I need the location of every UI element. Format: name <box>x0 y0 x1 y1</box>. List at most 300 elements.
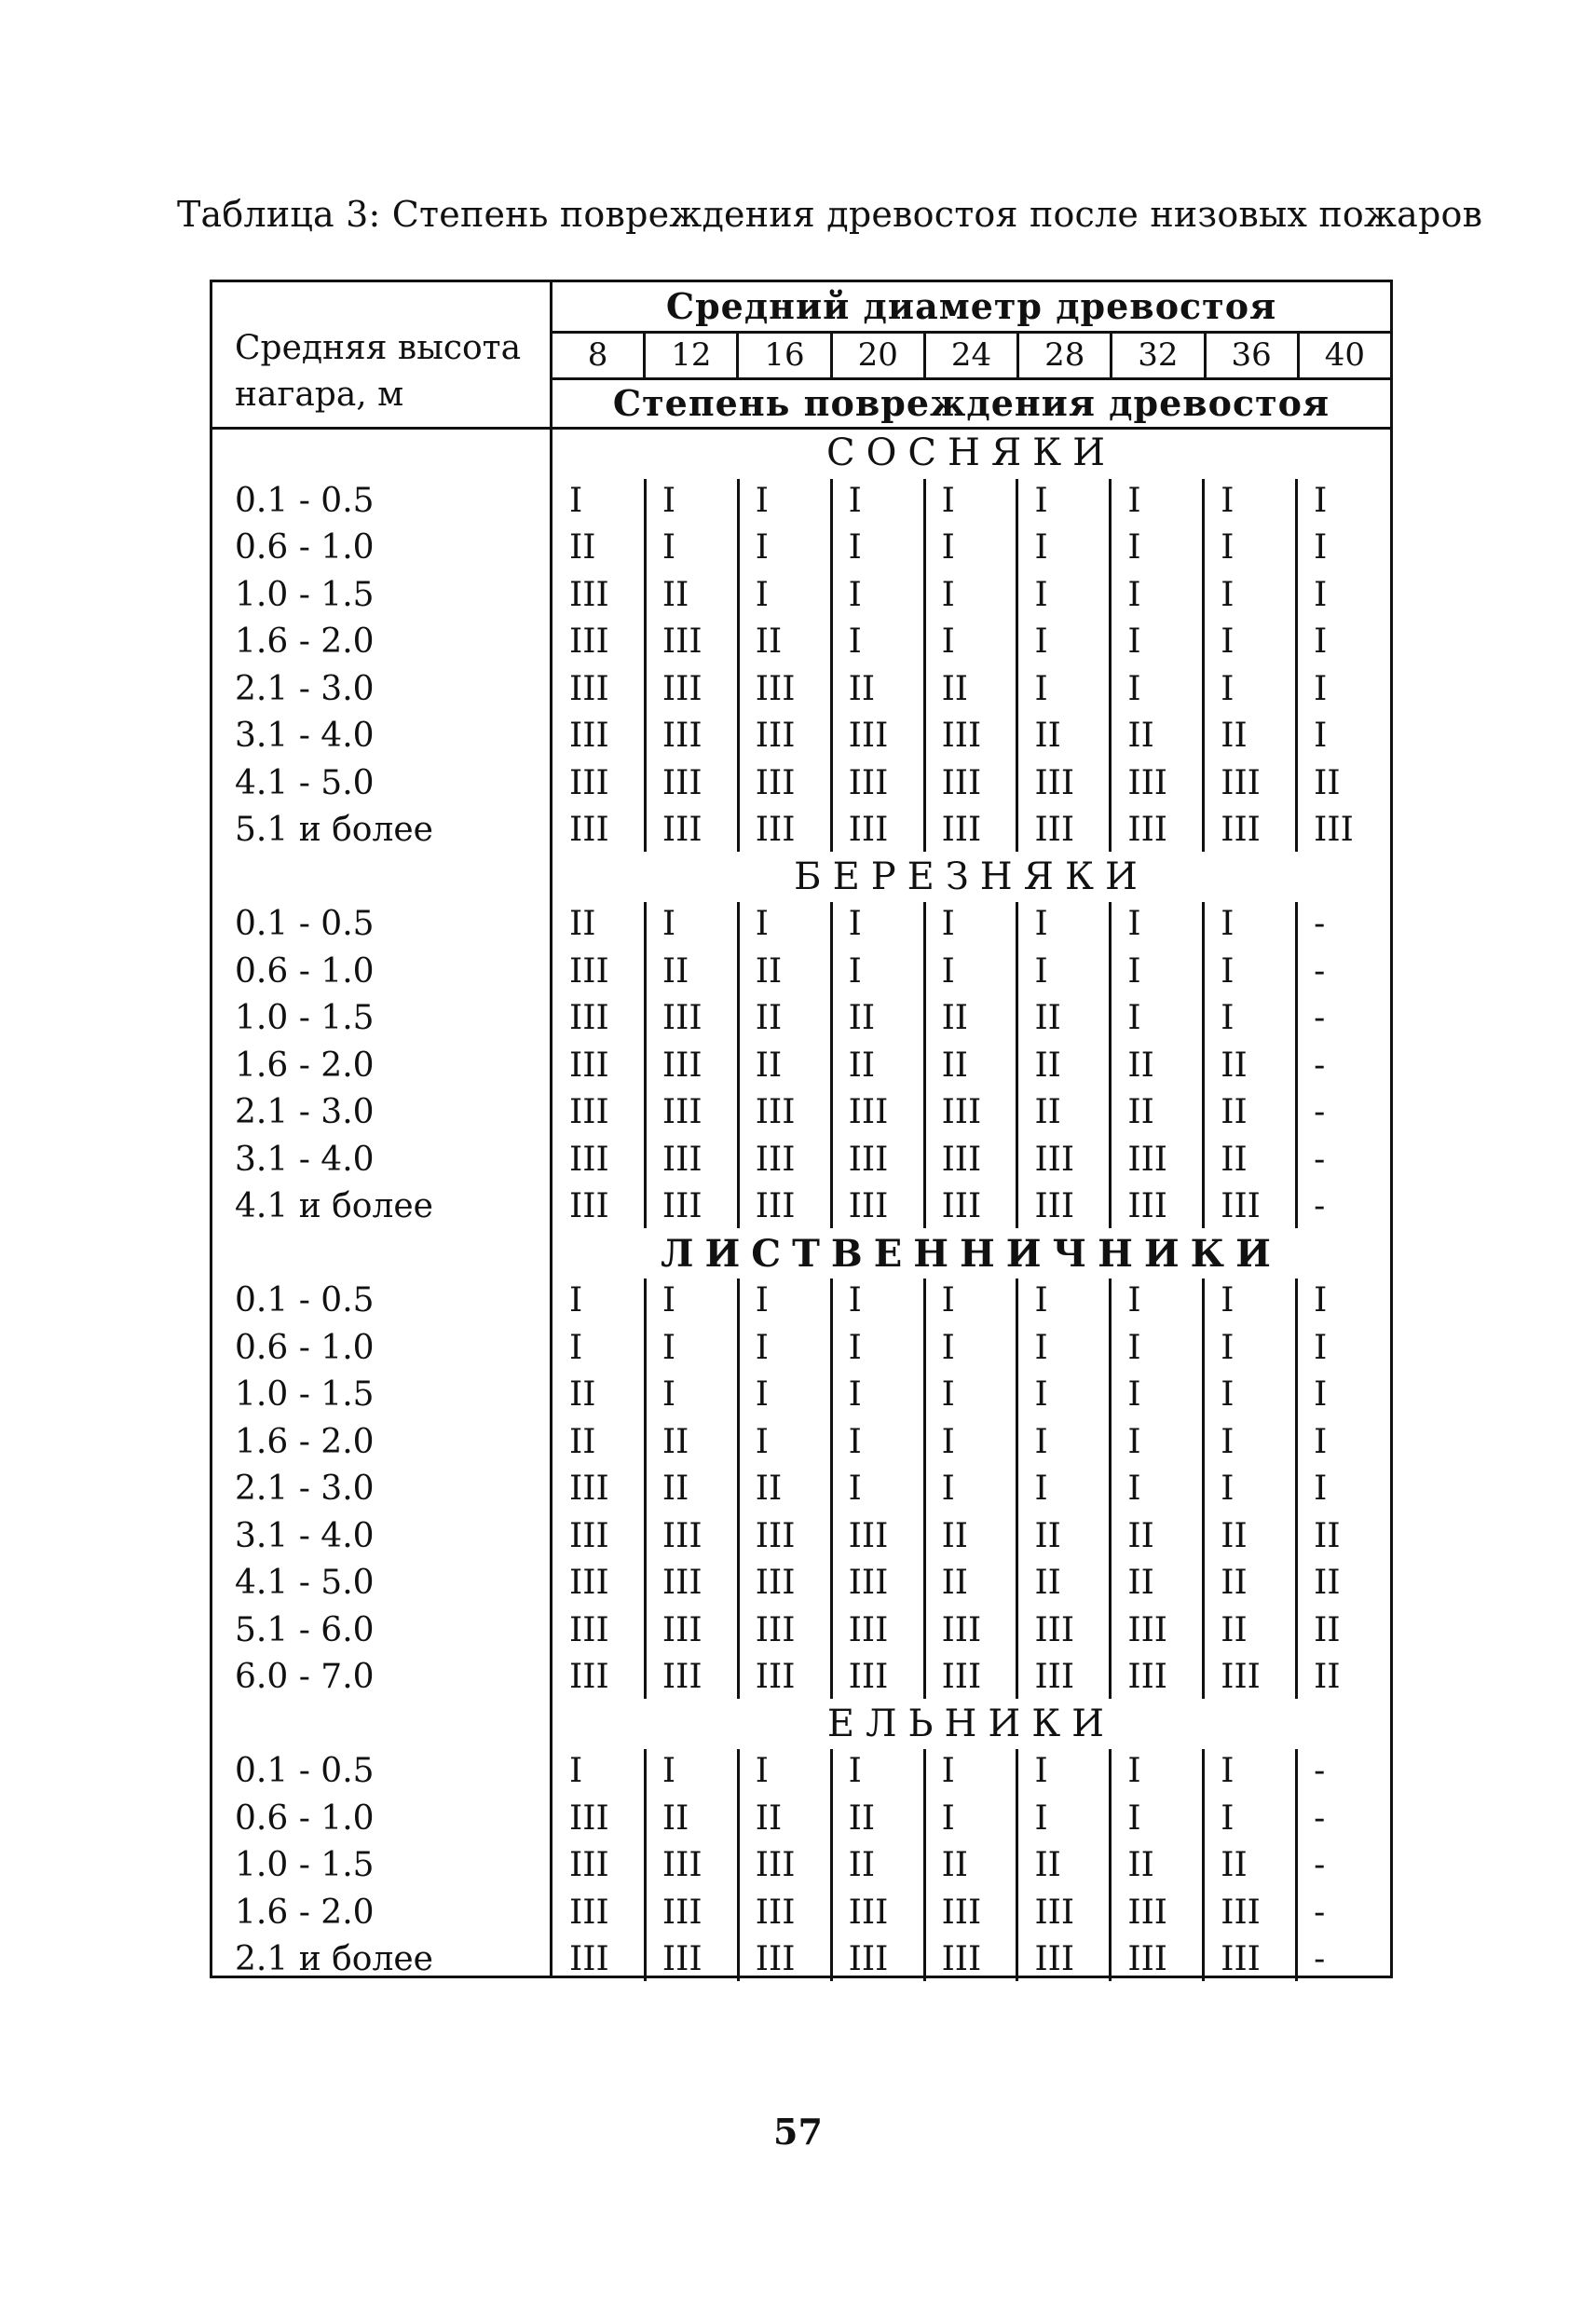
damage-cell: II <box>941 1564 969 1602</box>
damage-cell: I <box>1127 669 1141 708</box>
damage-cell: I <box>1127 1375 1141 1414</box>
damage-cell: I <box>662 1281 676 1320</box>
table-row <box>212 1795 1390 1842</box>
damage-cell: II <box>662 1798 689 1838</box>
header-damage-title: Степень повреждения древостоя <box>552 377 1390 430</box>
column-separator <box>737 1749 740 1981</box>
column-separator <box>644 1279 647 1699</box>
damage-cell: II <box>662 951 689 991</box>
damage-cell: - <box>1314 1046 1326 1085</box>
damage-table <box>210 280 1393 1978</box>
damage-cell: III <box>1127 811 1168 849</box>
damage-cell: I <box>1314 622 1328 661</box>
damage-cell: II <box>1221 1564 1248 1602</box>
damage-cell: - <box>1314 1846 1326 1884</box>
damage-cell: II <box>569 1375 596 1414</box>
header-diameter-cell: 12 <box>646 334 739 377</box>
damage-cell: I <box>1127 622 1141 661</box>
table-body <box>212 430 1390 1976</box>
damage-cell: I <box>1127 575 1141 614</box>
damage-cell: II <box>1221 1140 1248 1179</box>
damage-cell: II <box>941 1516 969 1555</box>
damage-cell: I <box>1221 999 1235 1037</box>
column-separator <box>1295 1279 1298 1699</box>
damage-cell: I <box>1034 1281 1048 1320</box>
damage-cell: III <box>1221 811 1261 849</box>
damage-cell: I <box>941 575 955 614</box>
damage-cell: I <box>1314 575 1328 614</box>
damage-cell: II <box>569 1422 596 1461</box>
table-row <box>212 524 1390 571</box>
row-height-range: 5.1 и более <box>235 811 433 849</box>
damage-cell: I <box>941 1470 955 1508</box>
row-height-range: 5.1 - 6.0 <box>235 1610 375 1649</box>
damage-cell: II <box>1127 1516 1154 1555</box>
damage-cell: I <box>848 528 862 567</box>
damage-cell: I <box>569 1752 583 1790</box>
damage-cell: I <box>1034 528 1048 567</box>
damage-cell: II <box>1221 717 1248 755</box>
damage-cell: III <box>662 1940 703 1978</box>
column-separator <box>1295 479 1298 852</box>
damage-cell: I <box>1127 1328 1141 1367</box>
damage-cell: I <box>941 622 955 661</box>
column-separator <box>830 479 833 852</box>
damage-cell: III <box>662 622 703 661</box>
damage-cell: I <box>1314 481 1328 520</box>
row-height-range: 1.0 - 1.5 <box>235 575 375 614</box>
damage-cell: III <box>755 1516 796 1555</box>
damage-cell: I <box>1034 1798 1048 1838</box>
damage-cell: II <box>1034 717 1061 755</box>
damage-cell: II <box>1034 1846 1061 1884</box>
column-separator <box>1016 902 1018 1228</box>
damage-cell: II <box>1127 1564 1154 1602</box>
column-separator <box>644 902 647 1228</box>
damage-cell: II <box>1034 1093 1061 1131</box>
damage-cell: I <box>1127 528 1141 567</box>
damage-cell: III <box>755 1610 796 1649</box>
damage-cell: I <box>662 1375 676 1414</box>
damage-cell: I <box>941 1328 955 1367</box>
damage-cell: I <box>848 575 862 614</box>
damage-cell: I <box>848 1470 862 1508</box>
table-row <box>212 477 1390 525</box>
damage-cell: I <box>662 481 676 520</box>
damage-cell: I <box>941 1281 955 1320</box>
damage-cell: II <box>1034 1516 1061 1555</box>
table-row <box>212 571 1390 619</box>
damage-cell: I <box>848 1422 862 1461</box>
row-height-range: 2.1 - 3.0 <box>235 1093 375 1131</box>
damage-cell: II <box>1314 763 1341 802</box>
header-diameter-cell: 24 <box>926 334 1019 377</box>
damage-cell: III <box>941 1610 982 1649</box>
row-height-range: 0.1 - 0.5 <box>235 481 375 520</box>
damage-cell: II <box>1314 1564 1341 1602</box>
damage-cell: I <box>1221 951 1235 991</box>
damage-cell: III <box>941 1093 982 1131</box>
row-height-range: 3.1 - 4.0 <box>235 1140 375 1179</box>
row-height-range: 0.1 - 0.5 <box>235 905 375 943</box>
damage-cell: III <box>569 1940 609 1978</box>
damage-cell: I <box>1314 1470 1328 1508</box>
damage-cell: III <box>848 1893 889 1932</box>
damage-cell: I <box>662 528 676 567</box>
damage-cell: - <box>1314 905 1326 943</box>
damage-cell: II <box>755 999 783 1037</box>
header-diameter-cell: 8 <box>552 334 646 377</box>
damage-cell: - <box>1314 1140 1326 1179</box>
damage-cell: I <box>1127 905 1141 943</box>
damage-cell: III <box>1127 1893 1168 1932</box>
header-diameter-cell: 40 <box>1324 336 1365 374</box>
damage-cell: III <box>662 1046 703 1085</box>
table-row <box>212 759 1390 807</box>
damage-cell: III <box>569 811 609 849</box>
damage-cell: III <box>941 1140 982 1179</box>
damage-cell: III <box>941 1893 982 1932</box>
damage-cell: I <box>1221 528 1235 567</box>
damage-cell: III <box>1034 1893 1075 1932</box>
damage-cell: II <box>848 669 876 708</box>
damage-cell: I <box>941 528 955 567</box>
damage-cell: I <box>1127 1470 1141 1508</box>
damage-cell: I <box>848 1328 862 1367</box>
damage-cell: I <box>1221 481 1235 520</box>
column-separator <box>644 1749 647 1981</box>
damage-cell: I <box>941 1375 955 1414</box>
damage-cell: II <box>1221 1046 1248 1085</box>
damage-cell: III <box>848 1516 889 1555</box>
damage-cell: III <box>941 811 982 849</box>
damage-cell: II <box>848 1046 876 1085</box>
table-row <box>212 1607 1390 1654</box>
damage-cell: III <box>569 1516 609 1555</box>
damage-cell: III <box>569 1093 609 1131</box>
damage-cell: I <box>1034 951 1048 991</box>
column-separator <box>737 902 740 1228</box>
table-row <box>212 1277 1390 1324</box>
damage-cell: I <box>1221 1281 1235 1320</box>
damage-cell: III <box>848 1658 889 1696</box>
table-row <box>212 806 1390 854</box>
damage-cell: I <box>1221 1422 1235 1461</box>
damage-cell: I <box>1034 1422 1048 1461</box>
damage-cell: I <box>941 1798 955 1838</box>
damage-cell: III <box>569 1564 609 1602</box>
header-height-line1: Средняя высота <box>235 329 522 367</box>
damage-cell: III <box>755 1658 796 1696</box>
damage-cell: III <box>662 1610 703 1649</box>
damage-cell: I <box>1314 1375 1328 1414</box>
table-row <box>212 1559 1390 1607</box>
damage-cell: I <box>1221 1328 1235 1367</box>
damage-cell: III <box>1127 1187 1168 1225</box>
table-row <box>212 1042 1390 1089</box>
section-title: БЕРЕЗНЯКИ <box>794 855 1149 898</box>
damage-cell: I <box>1127 1752 1141 1790</box>
column-separator <box>1016 479 1018 852</box>
row-height-range: 3.1 - 4.0 <box>235 717 375 755</box>
damage-cell: III <box>569 1470 609 1508</box>
row-height-range: 4.1 и более <box>235 1187 433 1225</box>
damage-cell: III <box>569 669 609 708</box>
damage-cell: I <box>941 905 955 943</box>
damage-cell: I <box>1127 1281 1141 1320</box>
header-diameter-cell: 16 <box>739 334 832 377</box>
table-row <box>212 1841 1390 1889</box>
damage-cell: II <box>1314 1610 1341 1649</box>
table-row <box>212 1136 1390 1183</box>
damage-cell: III <box>941 1187 982 1225</box>
damage-cell: - <box>1314 1093 1326 1131</box>
row-height-range: 4.1 - 5.0 <box>235 763 375 802</box>
damage-cell: III <box>1314 811 1354 849</box>
table-row <box>212 1889 1390 1936</box>
damage-cell: III <box>848 1610 889 1649</box>
damage-cell: I <box>662 1328 676 1367</box>
damage-cell: II <box>1314 1516 1341 1555</box>
damage-cell: III <box>1034 811 1075 849</box>
section-title: ЛИСТВЕННИЧНИКИ <box>661 1231 1282 1276</box>
damage-cell: III <box>848 1140 889 1179</box>
damage-cell: II <box>1221 1610 1248 1649</box>
row-height-range: 0.6 - 1.0 <box>235 1798 375 1838</box>
damage-cell: I <box>1127 1422 1141 1461</box>
damage-cell: III <box>569 575 609 614</box>
damage-cell: I <box>848 1752 862 1790</box>
damage-cell: II <box>848 1846 876 1884</box>
damage-cell: I <box>941 1752 955 1790</box>
damage-cell: I <box>662 1752 676 1790</box>
damage-cell: III <box>1221 1187 1261 1225</box>
damage-cell: II <box>662 1422 689 1461</box>
damage-cell: I <box>755 575 770 614</box>
table-row <box>212 1512 1390 1560</box>
damage-cell: I <box>1221 1798 1235 1838</box>
row-height-range: 1.6 - 2.0 <box>235 1893 375 1932</box>
damage-cell: I <box>1314 1328 1328 1367</box>
damage-cell: III <box>569 1610 609 1649</box>
damage-cell: III <box>1127 763 1168 802</box>
damage-cell: III <box>1034 1940 1075 1978</box>
damage-cell: III <box>1034 1187 1075 1225</box>
damage-cell: I <box>1221 905 1235 943</box>
column-separator <box>923 479 926 852</box>
damage-cell: III <box>569 717 609 755</box>
damage-cell: I <box>1314 528 1328 567</box>
damage-cell: III <box>755 1893 796 1932</box>
damage-cell: I <box>1221 622 1235 661</box>
damage-cell: II <box>755 1470 783 1508</box>
damage-cell: - <box>1314 951 1326 991</box>
row-height-range: 2.1 - 3.0 <box>235 1470 375 1508</box>
column-separator <box>644 479 647 852</box>
row-height-range: 0.6 - 1.0 <box>235 951 375 991</box>
damage-cell: III <box>569 1893 609 1932</box>
damage-cell: I <box>1034 481 1048 520</box>
table-row <box>212 1935 1390 1983</box>
damage-cell: II <box>569 528 596 567</box>
column-separator <box>1295 902 1298 1228</box>
damage-cell: I <box>1127 1798 1141 1838</box>
damage-cell: III <box>1221 763 1261 802</box>
damage-cell: III <box>569 622 609 661</box>
table-row <box>212 665 1390 713</box>
table-row <box>212 948 1390 995</box>
damage-cell: III <box>848 717 889 755</box>
damage-cell: III <box>662 1516 703 1555</box>
damage-cell: I <box>755 481 770 520</box>
row-height-range: 0.6 - 1.0 <box>235 528 375 567</box>
damage-cell: III <box>755 811 796 849</box>
damage-cell: I <box>1127 999 1141 1037</box>
column-separator <box>923 902 926 1228</box>
damage-cell: III <box>569 1658 609 1696</box>
damage-cell: I <box>1127 951 1141 991</box>
column-separator <box>830 1749 833 1981</box>
damage-cell: III <box>755 1846 796 1884</box>
damage-cell: I <box>1314 1281 1328 1320</box>
column-separator <box>830 902 833 1228</box>
row-height-range: 2.1 - 3.0 <box>235 669 375 708</box>
table-row <box>212 1653 1390 1701</box>
damage-cell: III <box>569 1798 609 1838</box>
damage-cell: III <box>755 1093 796 1131</box>
damage-cell: I <box>941 481 955 520</box>
damage-cell: I <box>755 528 770 567</box>
damage-cell: III <box>1034 763 1075 802</box>
header-diameter-cell: 36 <box>1207 334 1300 377</box>
damage-cell: II <box>941 1046 969 1085</box>
damage-cell: III <box>848 811 889 849</box>
row-height-range: 1.6 - 2.0 <box>235 1422 375 1461</box>
damage-cell: III <box>848 1940 889 1978</box>
damage-cell: III <box>1221 1658 1261 1696</box>
damage-cell: I <box>1221 1752 1235 1790</box>
damage-cell: III <box>662 1140 703 1179</box>
damage-cell: III <box>941 717 982 755</box>
row-height-range: 0.1 - 0.5 <box>235 1281 375 1320</box>
damage-cell: III <box>848 763 889 802</box>
damage-cell: II <box>569 905 596 943</box>
damage-cell: I <box>755 1281 770 1320</box>
damage-cell: I <box>569 1281 583 1320</box>
damage-cell: II <box>941 669 969 708</box>
damage-cell: III <box>569 1140 609 1179</box>
damage-cell: - <box>1314 1187 1326 1225</box>
table-caption: Таблица 3: Степень повреждения древостоя после низовых пожаров <box>177 194 1483 235</box>
table-row <box>212 1371 1390 1418</box>
damage-cell: III <box>848 1564 889 1602</box>
damage-cell: I <box>662 905 676 943</box>
damage-cell: III <box>569 1187 609 1225</box>
damage-cell: I <box>1034 1752 1048 1790</box>
damage-cell: II <box>1127 1046 1154 1085</box>
damage-cell: III <box>1221 1940 1261 1978</box>
damage-cell: II <box>1034 1564 1061 1602</box>
column-separator <box>1109 1749 1112 1981</box>
damage-cell: III <box>662 1093 703 1131</box>
table-row <box>212 1747 1390 1795</box>
damage-cell: I <box>1221 1470 1235 1508</box>
table-row <box>212 1418 1390 1466</box>
damage-cell: I <box>1034 1470 1048 1508</box>
damage-cell: III <box>662 1893 703 1932</box>
damage-cell: I <box>755 1375 770 1414</box>
row-height-range: 0.6 - 1.0 <box>235 1328 375 1367</box>
damage-cell: III <box>848 1093 889 1131</box>
damage-cell: I <box>941 1422 955 1461</box>
column-separator <box>1295 1749 1298 1981</box>
damage-cell: III <box>755 717 796 755</box>
damage-cell: I <box>848 481 862 520</box>
damage-cell: I <box>1127 481 1141 520</box>
row-height-range: 1.0 - 1.5 <box>235 1846 375 1884</box>
header-diameter-title: Средний диаметр древостоя <box>552 282 1390 334</box>
damage-cell: III <box>662 1187 703 1225</box>
damage-cell: III <box>1127 1658 1168 1696</box>
damage-cell: I <box>1034 575 1048 614</box>
damage-cell: III <box>1127 1610 1168 1649</box>
damage-cell: III <box>662 811 703 849</box>
damage-cell: I <box>1034 622 1048 661</box>
column-separator <box>1109 902 1112 1228</box>
damage-cell: III <box>755 1187 796 1225</box>
header-height-label <box>212 282 552 427</box>
damage-cell: I <box>1314 669 1328 708</box>
column-separator <box>1109 1279 1112 1699</box>
row-height-range: 3.1 - 4.0 <box>235 1516 375 1555</box>
damage-cell: I <box>1221 1375 1235 1414</box>
column-separator <box>1202 1749 1205 1981</box>
damage-cell: III <box>1034 1658 1075 1696</box>
column-separator <box>1202 902 1205 1228</box>
damage-cell: II <box>848 999 876 1037</box>
damage-cell: II <box>662 575 689 614</box>
damage-cell: I <box>1314 717 1328 755</box>
column-separator <box>1016 1749 1018 1981</box>
row-height-range: 1.6 - 2.0 <box>235 1046 375 1085</box>
damage-cell: II <box>662 1470 689 1508</box>
damage-cell: III <box>1127 1940 1168 1978</box>
damage-cell: III <box>662 1846 703 1884</box>
damage-cell: III <box>755 669 796 708</box>
damage-cell: III <box>662 1564 703 1602</box>
column-separator <box>1202 1279 1205 1699</box>
damage-cell: I <box>1034 1328 1048 1367</box>
column-separator <box>737 1279 740 1699</box>
damage-cell: II <box>941 999 969 1037</box>
column-separator <box>1109 479 1112 852</box>
table-row <box>212 1088 1390 1136</box>
header-diameter-cell: 32 <box>1112 334 1206 377</box>
damage-cell: I <box>848 905 862 943</box>
damage-cell: I <box>848 1375 862 1414</box>
table-row <box>212 900 1390 948</box>
damage-cell: II <box>1314 1658 1341 1696</box>
damage-cell: II <box>941 1846 969 1884</box>
damage-cell: I <box>1034 905 1048 943</box>
row-height-range: 1.0 - 1.5 <box>235 1375 375 1414</box>
damage-cell: I <box>941 951 955 991</box>
row-height-range: 1.0 - 1.5 <box>235 999 375 1037</box>
damage-cell: III <box>755 1940 796 1978</box>
table-row <box>212 1324 1390 1372</box>
row-height-range: 6.0 - 7.0 <box>235 1658 375 1696</box>
damage-cell: I <box>1221 669 1235 708</box>
